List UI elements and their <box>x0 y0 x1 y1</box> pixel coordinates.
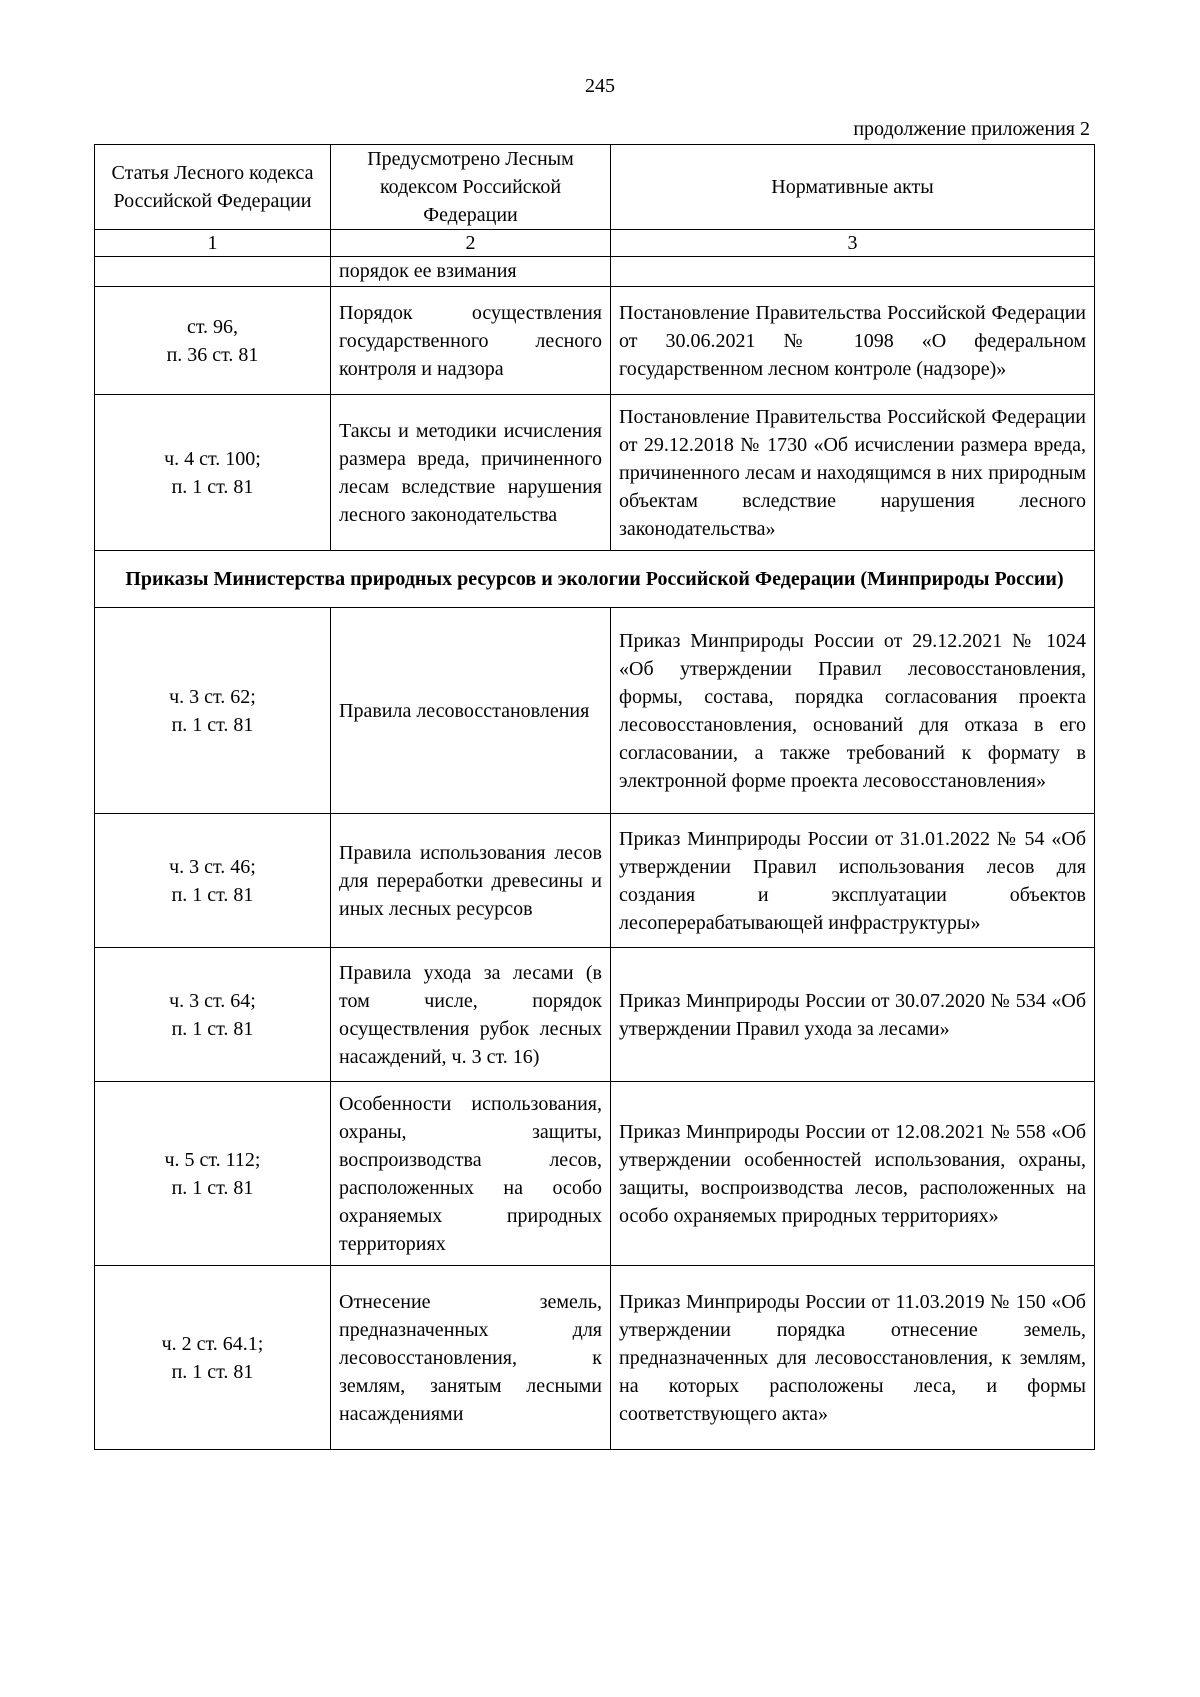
cell-provided-text: Особенности использования, охраны, защиты, воспроизводства лесов, расположенных на особо охраняемых природных территориях <box>339 1092 602 1255</box>
cell-act-text: Приказ Минприроды России от 11.03.2019 № 150 «Об утверждении порядка отнесение земель, предназначенных для лесовосстановления, к землям, на которых расположены леса, и формы соответствующего акта» <box>619 1290 1086 1425</box>
table-row <box>95 287 1095 395</box>
cell-article-text: ст. 96, п. 36 ст. 81 <box>166 315 259 366</box>
cell-article <box>95 1266 331 1450</box>
header-acts: Нормативные акты <box>611 145 1095 230</box>
cell-act-text: Приказ Минприроды России от 29.12.2021 № 1024 «Об утверждении Правил лесовосстановления, формы, состава, порядка согласования проекта лесовосстановления, оснований для отказа в его согласовании, а также требований к формату в электронной форме проекта лесовосстановления» <box>619 629 1086 792</box>
cell-provided-text: порядок ее взимания <box>339 260 517 282</box>
column-number: 2 <box>331 230 611 257</box>
table-row <box>95 814 1095 948</box>
cell-provided-text: Таксы и методики исчисления размера вреда, причиненного лесам вследствие нарушения лесного законодательства <box>339 419 602 526</box>
cell-act-text: Приказ Минприроды России от 31.01.2022 № 54 «Об утверждении Правил использования лесов для создания и эксплуатации объектов лесоперерабатывающей инфраструктуры» <box>619 827 1086 934</box>
cell-act-text: Постановление Правительства Российской Федерации от 30.06.2021 № 1098 «О федеральном государственном лесном контроле (надзоре)» <box>619 301 1086 380</box>
cell-article-text: ч. 3 ст. 62; п. 1 ст. 81 <box>169 685 256 736</box>
table-row <box>95 257 1095 287</box>
cell-act <box>611 948 1095 1082</box>
rows-before-section <box>95 257 1095 551</box>
section-title: Приказы Министерства природных ресурсов и экологии Российской Федерации (Минприроды России) <box>95 551 1095 608</box>
normative-acts-table <box>94 144 1095 1450</box>
cell-provided-text: Правила ухода за лесами (в том числе, порядок осуществления рубок лесных насаждений, ч. 3 ст. 16) <box>339 961 602 1068</box>
cell-provided <box>331 1082 611 1266</box>
table-row <box>95 608 1095 814</box>
cell-article-text: ч. 2 ст. 64.1; п. 1 ст. 81 <box>161 1332 264 1383</box>
cell-provided <box>331 948 611 1082</box>
cell-article <box>95 814 331 948</box>
cell-article <box>95 257 331 287</box>
cell-article <box>95 608 331 814</box>
cell-article-text: ч. 3 ст. 46; п. 1 ст. 81 <box>169 855 256 906</box>
table-row <box>95 395 1095 551</box>
cell-act <box>611 814 1095 948</box>
cell-article <box>95 395 331 551</box>
cell-act-text: Приказ Минприроды России от 30.07.2020 № 534 «Об утверждении Правил ухода за лесами» <box>619 989 1086 1040</box>
cell-act-text: Приказ Минприроды России от 12.08.2021 № 558 «Об утверждении особенностей использования, охраны, защиты, воспроизводства лесов, расположенных на особо охраняемых природных территориях» <box>619 1120 1086 1227</box>
table-row <box>95 948 1095 1082</box>
column-number: 3 <box>611 230 1095 257</box>
cell-provided <box>331 1266 611 1450</box>
cell-provided-text: Порядок осуществления государственного лесного контроля и надзора <box>339 301 602 380</box>
cell-act <box>611 257 1095 287</box>
cell-provided <box>331 608 611 814</box>
column-number: 1 <box>95 230 331 257</box>
cell-provided <box>331 287 611 395</box>
header-provided: Предусмотрено Лесным кодексом Российской Федерации <box>331 145 611 230</box>
cell-act-text: Постановление Правительства Российской Федерации от 29.12.2018 № 1730 «Об исчислении размера вреда, причиненного лесам и находящимся в них природным объектам вследствие нарушения лесного законодательства» <box>619 405 1086 540</box>
cell-article <box>95 1082 331 1266</box>
cell-article-text: ч. 3 ст. 64; п. 1 ст. 81 <box>169 989 256 1040</box>
cell-provided-text: Отнесение земель, предназначенных для лесовосстановления, к землям, занятым лесными насаждениями <box>339 1290 602 1425</box>
cell-act <box>611 287 1095 395</box>
table-row <box>95 1266 1095 1450</box>
table-row <box>95 1082 1095 1266</box>
cell-article <box>95 287 331 395</box>
cell-act <box>611 608 1095 814</box>
section-header-row <box>95 551 1095 608</box>
continuation-note: продолжение приложения 2 <box>853 118 1090 140</box>
cell-article-text: ч. 5 ст. 112; п. 1 ст. 81 <box>164 1148 261 1199</box>
cell-provided <box>331 814 611 948</box>
cell-act <box>611 1266 1095 1450</box>
cell-article-text: ч. 4 ст. 100; п. 1 ст. 81 <box>164 447 261 498</box>
table-header-row <box>95 145 1095 230</box>
cell-act <box>611 1082 1095 1266</box>
cell-provided <box>331 257 611 287</box>
cell-provided-text: Правила лесовосстановления <box>339 699 590 722</box>
cell-provided-text: Правила использования лесов для переработки древесины и иных лесных ресурсов <box>339 841 602 920</box>
rows-after-section <box>95 608 1095 1450</box>
cell-act <box>611 395 1095 551</box>
header-article: Статья Лесного кодекса Российской Федерации <box>95 145 331 230</box>
column-numbers-row <box>95 230 1095 257</box>
page-number: 245 <box>585 75 615 97</box>
cell-provided <box>331 395 611 551</box>
cell-article <box>95 948 331 1082</box>
